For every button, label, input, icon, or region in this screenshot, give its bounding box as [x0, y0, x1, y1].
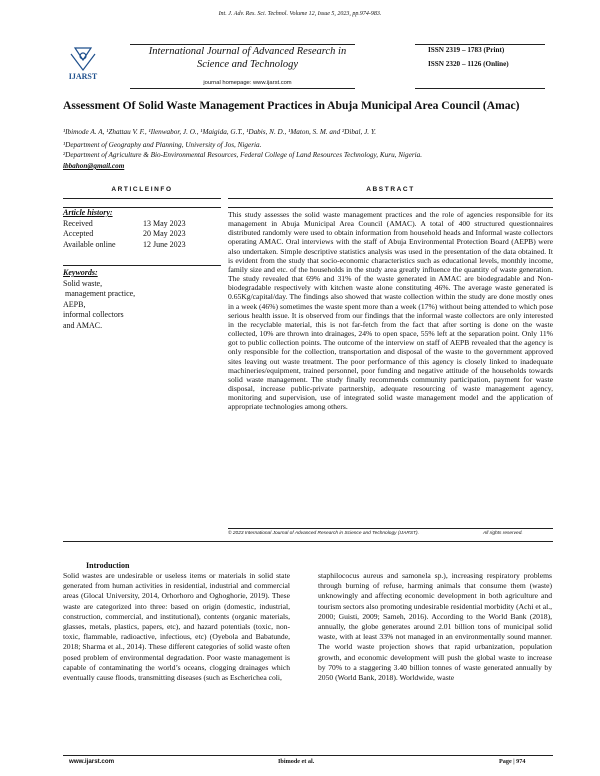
journal-homepage[interactable]: journal homepage: www.ijarst.com	[203, 80, 292, 86]
abstract-rule-inner	[228, 207, 553, 208]
introduction-column-left: Solid wastes are undesirable or useless items or materials in solid state generated from human activities in residential, industrial and commercial areas (Glocal University, 2014, Orhorhoro and Oghoghorie, 2019). These waste are categorized into three: based on origin (domestic, industrial, construction, commercial, and institutional), contents (organic materials, glasses, metals, plastics, papers, etc), and hazard potentials (toxic, non-toxic, flammable, radioactive, infectious, etc) (Oyebola and Babatunde, 2018; Sharma et al., 2014). These different categories of solid waste often posed problem of environmental degradation. Poor waste management is capable of contaminating the world’s oceans, clogging drainages which eventually cause floods, transmitting diseases (such as Escherichea coli,	[63, 571, 290, 683]
keywords	[63, 268, 221, 331]
issn-print: ISSN 2319 – 1783 (Print)	[428, 46, 505, 54]
author-list: ¹Ibimode A. A, ¹Zhattau V. F., ¹Ilenwabor, J. O., ¹Maigida, G.T., ¹Dabis, N. D., ¹Maton, S. M. and ²Dibal, J. Y.	[63, 128, 377, 136]
abstract-rule-top	[228, 198, 553, 199]
footer-page-number: Page | 974	[499, 758, 526, 765]
journal-title: International Journal of Advanced Research in Science and Technology	[148, 46, 347, 70]
abstract-text: This study assesses the solid waste management practices and the role of agencies responsible for its management in Abuja Municipal Area Council (AMAC). A total of 400 structured questionnaires distributed randomly were used to obtain information from household heads and Informal waste collectors operating AMAC. Oral interviews with the staff of Abuja Environmental Protection Board (AEPB) were also undertaken. Simple descriptive statistics analysis was used in the presentation of the data obtained. It is evident from the study that socio-economic characteristics such as educational levels, monthly income, family size and etc. of the households in the study area greatly influence the quantity of waste generation. The study revealed that 69% and 31% of the waste generated in AMAC are biodegradable and Non-biodegradable respectively with kitchen waste alone constituting 46%. The average waste generated is 0.65Kg/capital/day. The findings also showed that waste collection within the study are done mostly ones in a week (46%) sometimes the waste spent more than a week (17%) without being attended to which pose serious health issue. It is observed from our findings that the informal waste collectors are only interested in the recyclable material, this is not far-fetch from the fact that after sorting is done on the waste collected, 10% are thrown into drainages, 24% to open space, 55% left at the separation point. Only 11% got to public collection points. The outcome of the interview on staff of AEPB revealed that the agency is only responsible for the collection, transportation and disposal of the waste to the government approved sites leaving out waste treatment. The poor performance of this agency is closely linked to inadequate machineries/equipment, trained personnel, poor funding and negative attitude of the households towards solid waste management. The study finally recommends community participation, payment for waste disposal, increase public-private partnership, adequate resourcing of waste management agency, monitoring and supervision, use of integrated solid waste management model and the application of appropriate technologies among others.	[228, 210, 553, 412]
body-separator-rule	[63, 541, 553, 542]
footer-website[interactable]: www.ijarst.com	[69, 758, 115, 765]
article-info-rule-top	[63, 198, 221, 199]
affiliation-2: ²Department of Agriculture & Bio-Environmental Resources, Federal College of Land Resources Technology, Kuru, Nigeria.	[63, 151, 423, 159]
keyword: informal collectors	[63, 310, 124, 319]
introduction-column-right: staphilococus aureus and samonela sp.), increasing respiratory problems through burning of refuse, harming animals that consume them (waste) unknowingly and affecting economic development in both agriculture and tourism sectors also promoting undesirable residential morbidity (Achi et al., 2000; Guisti, 2009; Sameh, 2016). According to the World Bank (2018), annually, the globe generates around 2.01 billion tons of municipal solid waste, with at least 33% not managed in an environmentally sound manner. The world waste projection shows that rapid urbanization, population growth, and economic development will push the global waste to increase by 70% to a staggering 3.40 billion tonnes of waste generated annually by 2050 (World Bank, 2018). Worldwide, waste	[318, 571, 552, 683]
footer-author: Ibimode et al.	[278, 758, 315, 765]
keywords-label: Keywords:	[63, 268, 98, 277]
history-row-accepted: Accepted 20 May 2023	[63, 229, 186, 238]
keyword: management practice,	[63, 289, 136, 298]
issn-online: ISSN 2320 – 1126 (Online)	[428, 60, 509, 68]
keywords-rule	[63, 265, 221, 266]
history-label: Article history:	[63, 208, 113, 217]
affiliation-1: ¹Department of Geography and Planning, University of Jos, Nigeria.	[63, 141, 262, 149]
journal-logo	[63, 44, 103, 82]
running-head: Int. J. Adv. Res. Sci. Technol. Volume 12, Issue 5, 2023, pp.974-983.	[218, 11, 382, 17]
rights-reserved: All rights reserved.	[483, 531, 523, 536]
keyword: and AMAC.	[63, 320, 103, 330]
copyright-line: © 2023 International Journal of Advanced Research in Science and Technology (IJARST). All rights reserved.	[228, 531, 523, 536]
article-history	[63, 208, 221, 250]
keyword: AEPB,	[63, 299, 86, 309]
history-row-received: Received 13 May 2023	[63, 218, 186, 228]
logo-text: IJARST	[68, 72, 98, 81]
abstract-rule-bottom	[228, 528, 553, 529]
introduction-heading: Introduction	[86, 561, 130, 570]
footer-rule	[63, 755, 553, 756]
corresponding-email[interactable]: ibbahon@gmail.com	[63, 162, 125, 170]
abstract-heading: ABSTRACT	[366, 186, 415, 193]
article-title: Assessment Of Solid Waste Management Practices in Abuja Municipal Area Council (Amac)	[63, 99, 520, 112]
article-info-heading: ARTICLEINFO	[111, 186, 173, 193]
keyword: Solid waste,	[63, 278, 103, 288]
history-row-online: Available online 12 June 2023	[63, 239, 186, 249]
